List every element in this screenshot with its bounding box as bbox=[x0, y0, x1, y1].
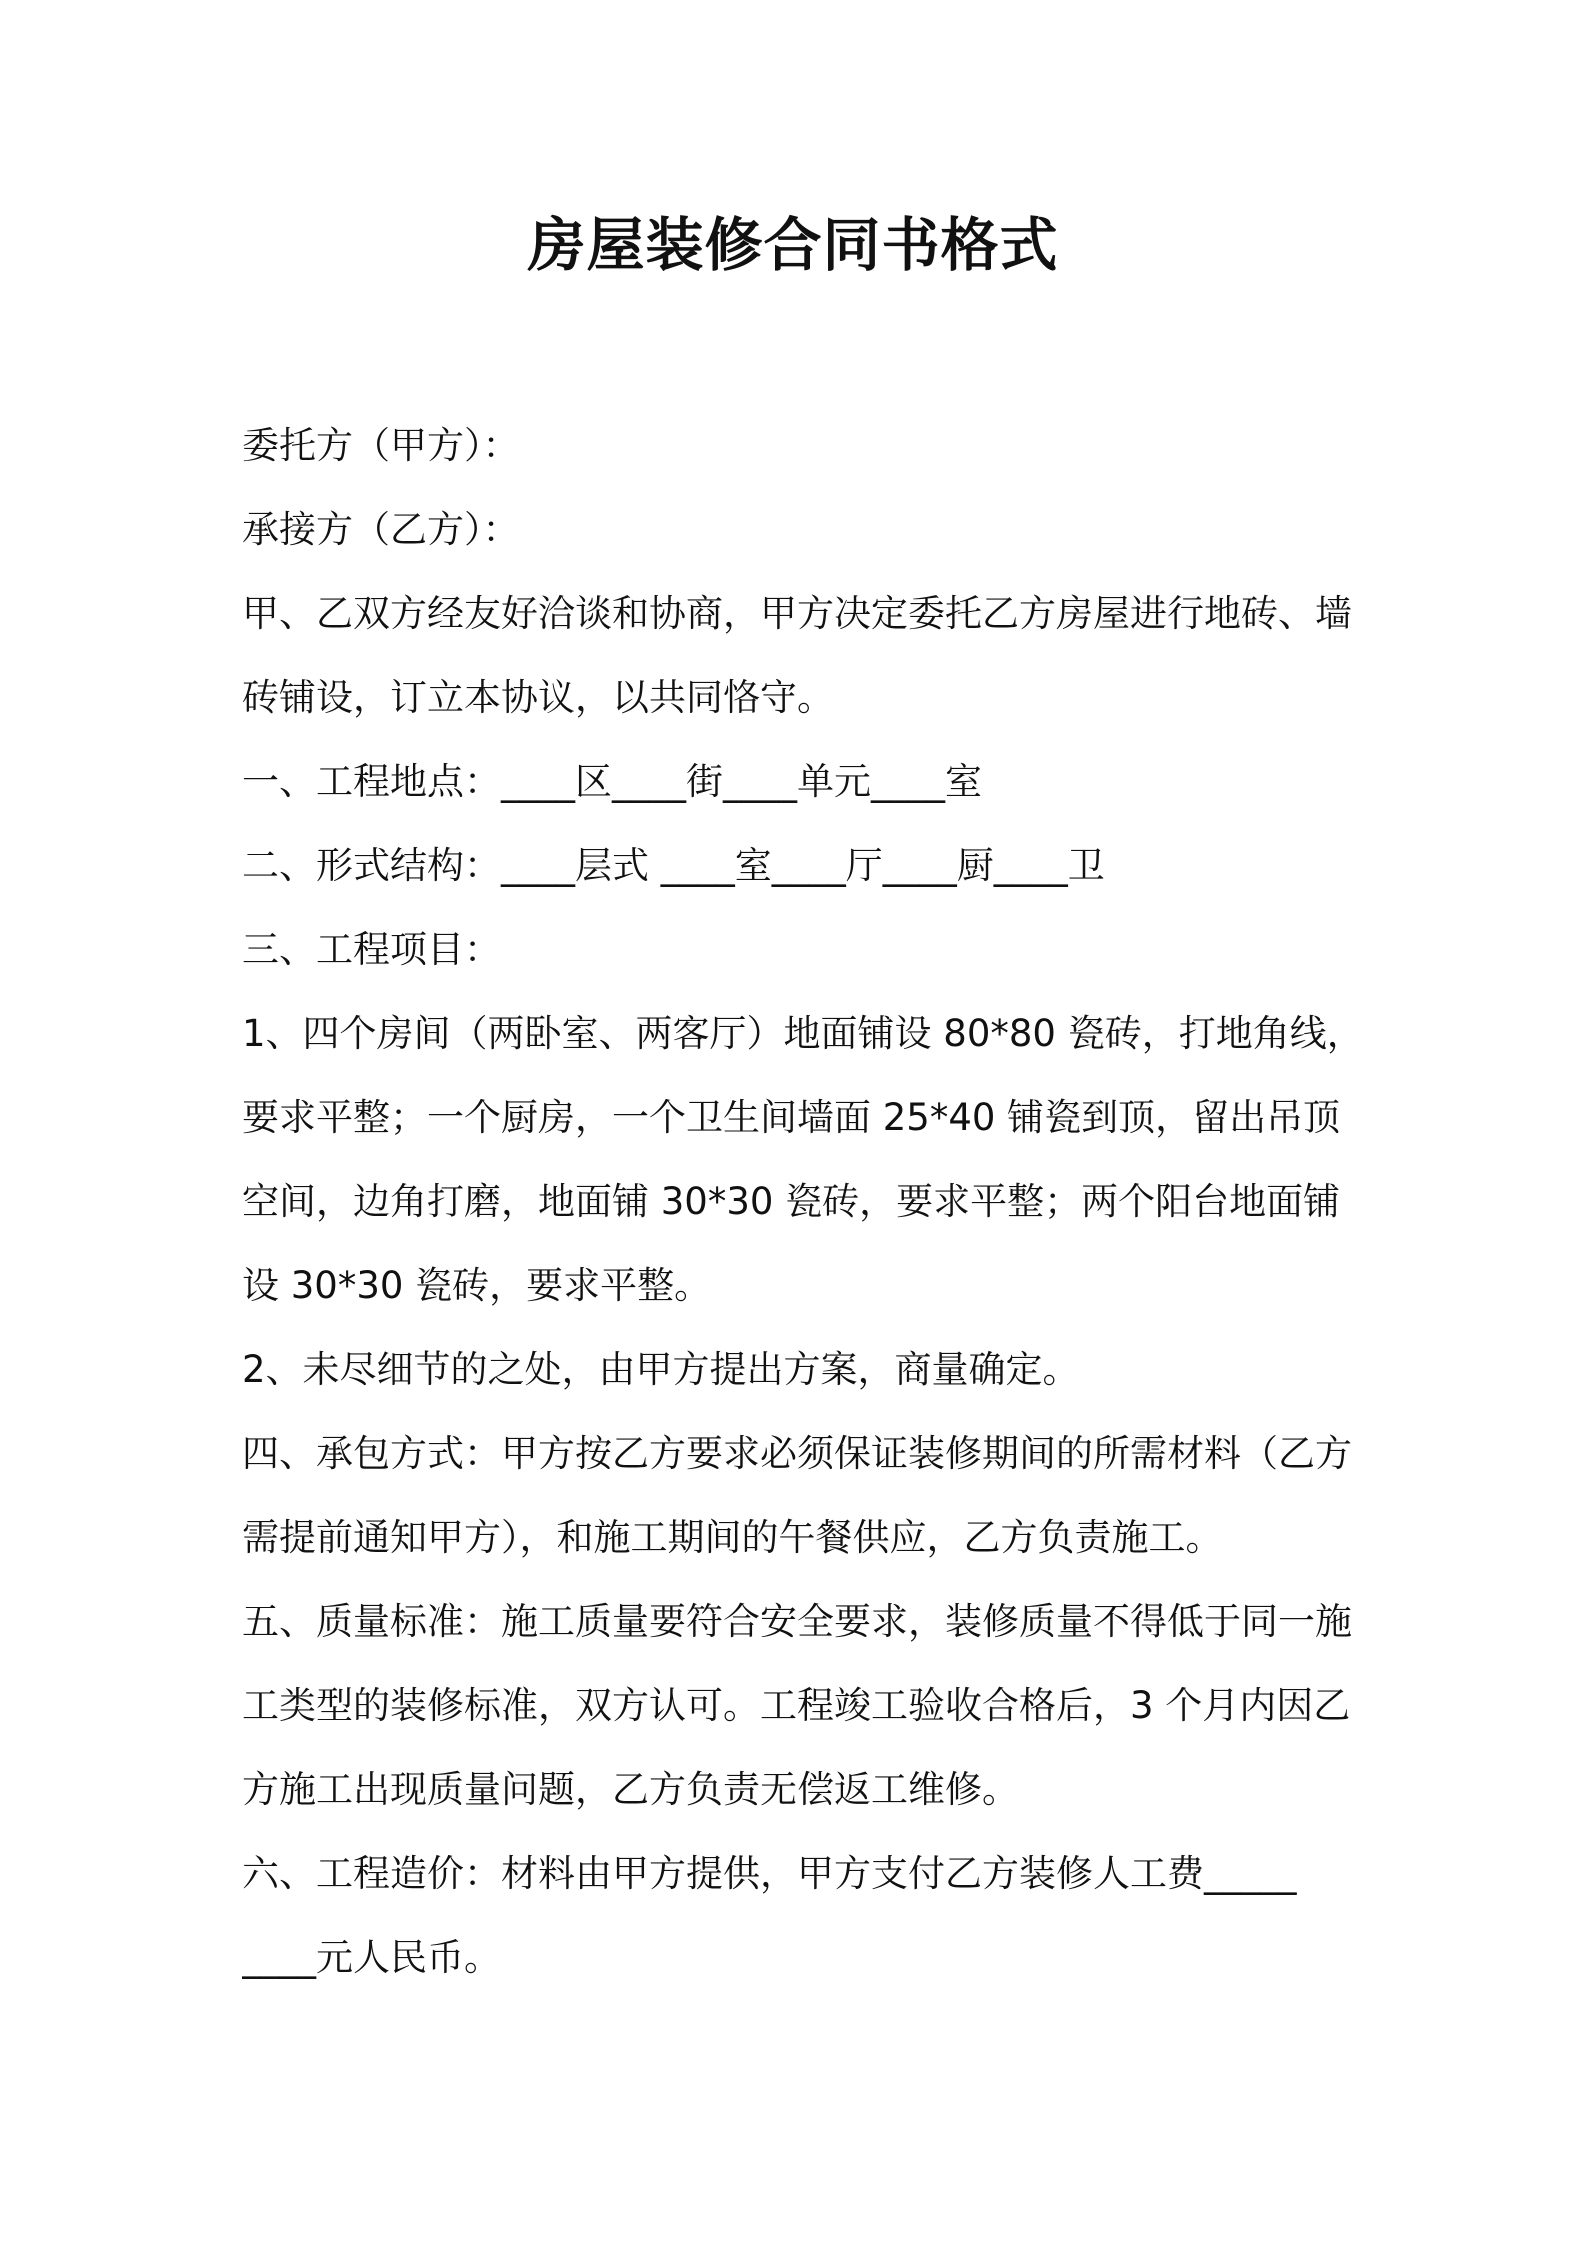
section-6-line-1: 六、工程造价：材料由甲方提供，甲方支付乙方装修人工费_____ bbox=[242, 1852, 1297, 1895]
document-title: 房屋装修合同书格式 bbox=[527, 211, 1059, 279]
section-5-line-2: 工类型的装修标准，双方认可。工程竣工验收合格后，3 个月内因乙 bbox=[242, 1684, 1351, 1727]
preamble-line-2: 砖铺设，订立本协议，以共同恪守。 bbox=[242, 676, 834, 719]
item-1-line-2: 要求平整；一个厨房，一个卫生间墙面 25*40 铺瓷到顶，留出吊顶 bbox=[242, 1096, 1341, 1139]
section-3-heading: 三、工程项目： bbox=[242, 928, 501, 971]
item-1-line-4: 设 30*30 瓷砖，要求平整。 bbox=[242, 1264, 712, 1307]
party-b-line: 承接方（乙方）： bbox=[242, 508, 520, 551]
item-1-line-1: 1、四个房间（两卧室、两客厅）地面铺设 80*80 瓷砖，打地角线， bbox=[242, 1012, 1364, 1055]
section-5-line-3: 方施工出现质量问题，乙方负责无偿返工维修。 bbox=[242, 1768, 1019, 1811]
party-a-line: 委托方（甲方）： bbox=[242, 424, 520, 467]
item-2-line: 2、未尽细节的之处，由甲方提出方案，商量确定。 bbox=[242, 1348, 1080, 1391]
section-2-structure: 二、形式结构：____层式 ____室____厅____厨____卫 bbox=[242, 844, 1105, 887]
section-5-line-1: 五、质量标准：施工质量要符合安全要求，装修质量不得低于同一施 bbox=[242, 1600, 1352, 1643]
contract-body bbox=[242, 404, 1372, 2000]
section-4-line-2: 需提前通知甲方），和施工期间的午餐供应，乙方负责施工。 bbox=[242, 1516, 1223, 1559]
item-1-line-3: 空间，边角打磨，地面铺 30*30 瓷砖，要求平整；两个阳台地面铺 bbox=[242, 1180, 1341, 1223]
section-6-line-2: ____元人民币。 bbox=[242, 1936, 501, 1979]
preamble-line-1: 甲、乙双方经友好洽谈和协商，甲方决定委托乙方房屋进行地砖、墙 bbox=[242, 592, 1352, 635]
section-1-location: 一、工程地点：____区____街____单元____室 bbox=[242, 760, 982, 803]
section-4-line-1: 四、承包方式：甲方按乙方要求必须保证装修期间的所需材料（乙方 bbox=[242, 1432, 1352, 1475]
